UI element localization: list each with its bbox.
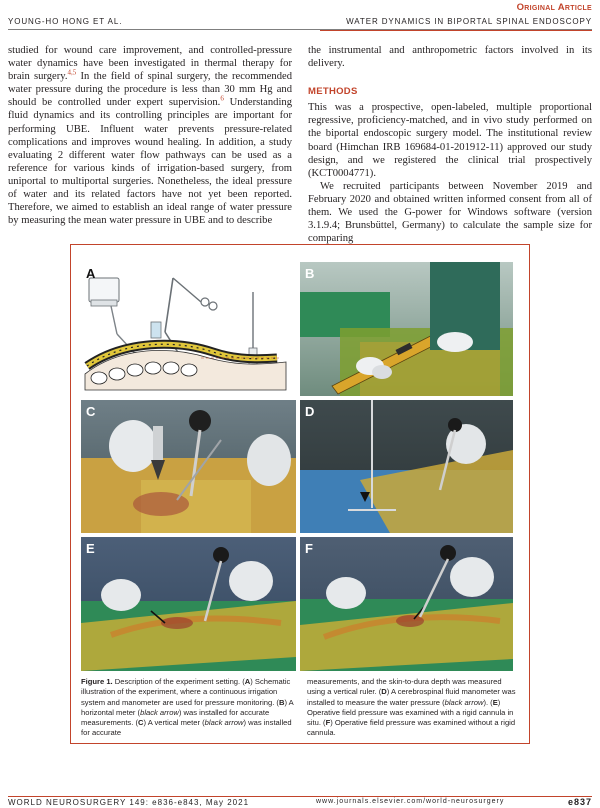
photo-vertical-meter	[81, 400, 296, 533]
figure-caption-text: ) Operative field pressure was examined without a rigid cannula.	[307, 718, 518, 738]
figure-caption-text: D	[381, 687, 387, 697]
figure-caption-label: Figure 1.	[81, 677, 113, 686]
figure-caption-text: C	[137, 718, 144, 728]
citation-link[interactable]: 6	[220, 94, 224, 103]
left-text-column	[8, 44, 292, 227]
body-paragraph: This was a prospective, open-labeled, multiple proportional regressive, proficiency-matched, and in vivo study performed on the biportal endoscopic surgery model. The institutional review board (Himchan IRB 169684-01-201912-11) approved our study design, and we registered the clinical trial prospectively (KCT0004771).	[308, 102, 592, 179]
panel-label-e: E	[86, 541, 95, 556]
photo-with-rigid-cannula	[81, 537, 296, 671]
figure-caption-text: ). (	[483, 697, 493, 707]
figure-panel-e	[81, 537, 296, 671]
photo-without-rigid-cannula	[300, 537, 513, 671]
figure-caption-left	[81, 677, 299, 739]
running-header-title: WATER DYNAMICS IN BIPORTAL SPINAL ENDOSCOPY	[346, 17, 592, 26]
figure-caption-text: F	[325, 718, 331, 728]
right-text-column	[308, 44, 592, 245]
figure-caption-text: ) A vertical meter (	[143, 718, 205, 728]
figure-caption-text: black arrow	[444, 697, 484, 707]
section-heading-methods: METHODS	[308, 86, 358, 98]
figure-caption-text: Description of the experiment setting. (	[112, 677, 245, 686]
figure-caption-text: ) was installed for accurate measurements. (	[81, 707, 272, 728]
figure-caption-text: A	[244, 677, 251, 686]
panel-label-d: D	[305, 404, 315, 419]
panel-label-a: A	[86, 266, 96, 281]
photo-horizontal-meter	[300, 262, 513, 396]
body-paragraph: We recruited participants between November 2019 and February 2020 and obtained written informed consent from all of them. We used the G-power for Windows software (version 3.1.9.4; Brunsbüttel, Germany) to calculate the sample size for comparing	[308, 180, 592, 245]
page-number: e837	[567, 797, 592, 807]
body-paragraph: the instrumental and anthropometric factors involved in its delivery.	[308, 45, 592, 70]
figure-caption-text: ) was installed for accurate	[81, 718, 294, 738]
paragraph-text: studied for wound care improvement, and controlled-pressure water dynamics have been investigated in thermal therapy for brain surgery.	[8, 45, 292, 83]
figure-caption-text: black arrow	[204, 718, 244, 728]
running-header-authors: YOUNG-HO HONG ET AL.	[8, 17, 123, 26]
panel-label-f: F	[305, 541, 313, 556]
figure-panel-c	[81, 400, 296, 533]
header-accent-divider	[320, 30, 592, 31]
figure-caption-text: black arrow	[140, 707, 179, 717]
body-paragraph	[8, 44, 292, 227]
article-type-label: Original Article	[516, 2, 592, 13]
panel-label-c: C	[86, 404, 96, 419]
paragraph-text: Understanding fluid dynamics and its controlling principles are important for performing UBE. Influent water prevents pressure-related complications and improves wound healing. In addition, a study evaluating 2 different water flow pathways can be used as a reference for various kinds of irrigation-based surgery, from uniportal to multiportal surgeries. Nonetheless, the ideal pressure of water and its related factors have not yet been reported. Therefore, we aimed to establish an ideal range of water pressure by measuring the mean water pressure in UBE and to describe	[8, 97, 292, 227]
figure-panel-a	[81, 262, 296, 396]
journal-url-link[interactable]: www.journals.elsevier.com/world-neurosurgery	[316, 798, 505, 805]
footer-divider	[8, 796, 592, 797]
figure-caption-text: ) A cerebrospinal fluid manometer was installed to measure the water pressure (	[307, 687, 518, 707]
figure-panel-d	[300, 400, 513, 533]
paragraph-text: In the field of spinal surgery, the recommended water pressure during the procedure is less than 30 mm Hg and should be controlled under expert supervision.	[8, 71, 292, 109]
figure-panel-b	[300, 262, 513, 396]
schematic-illustration	[81, 262, 296, 396]
figure-caption-text: B	[278, 697, 285, 707]
figure-caption-right	[307, 677, 521, 739]
figure-caption-text: ) A horizontal meter (	[81, 697, 296, 717]
figure-panel-f	[300, 537, 513, 671]
figure-caption-text: ) Operative field pressure was examined with a rigid cannula in situ. (	[307, 697, 516, 728]
citation-link[interactable]: 4,5	[67, 68, 77, 77]
journal-citation: WORLD NEUROSURGERY 149: e836-e843, May 2021	[8, 798, 250, 807]
figure-1	[70, 244, 530, 744]
panel-label-b: B	[305, 266, 315, 281]
figure-caption-text: E	[492, 697, 498, 707]
figure-caption-text: measurements, and the skin-to-dura depth was measured using a vertical ruler. (	[307, 677, 504, 697]
figure-caption-text: ) Schematic illustration of the experiment, where a continuous irrigation system and manometer are used for pressure monitoring. (	[81, 677, 293, 707]
photo-csf-manometer	[300, 400, 513, 533]
